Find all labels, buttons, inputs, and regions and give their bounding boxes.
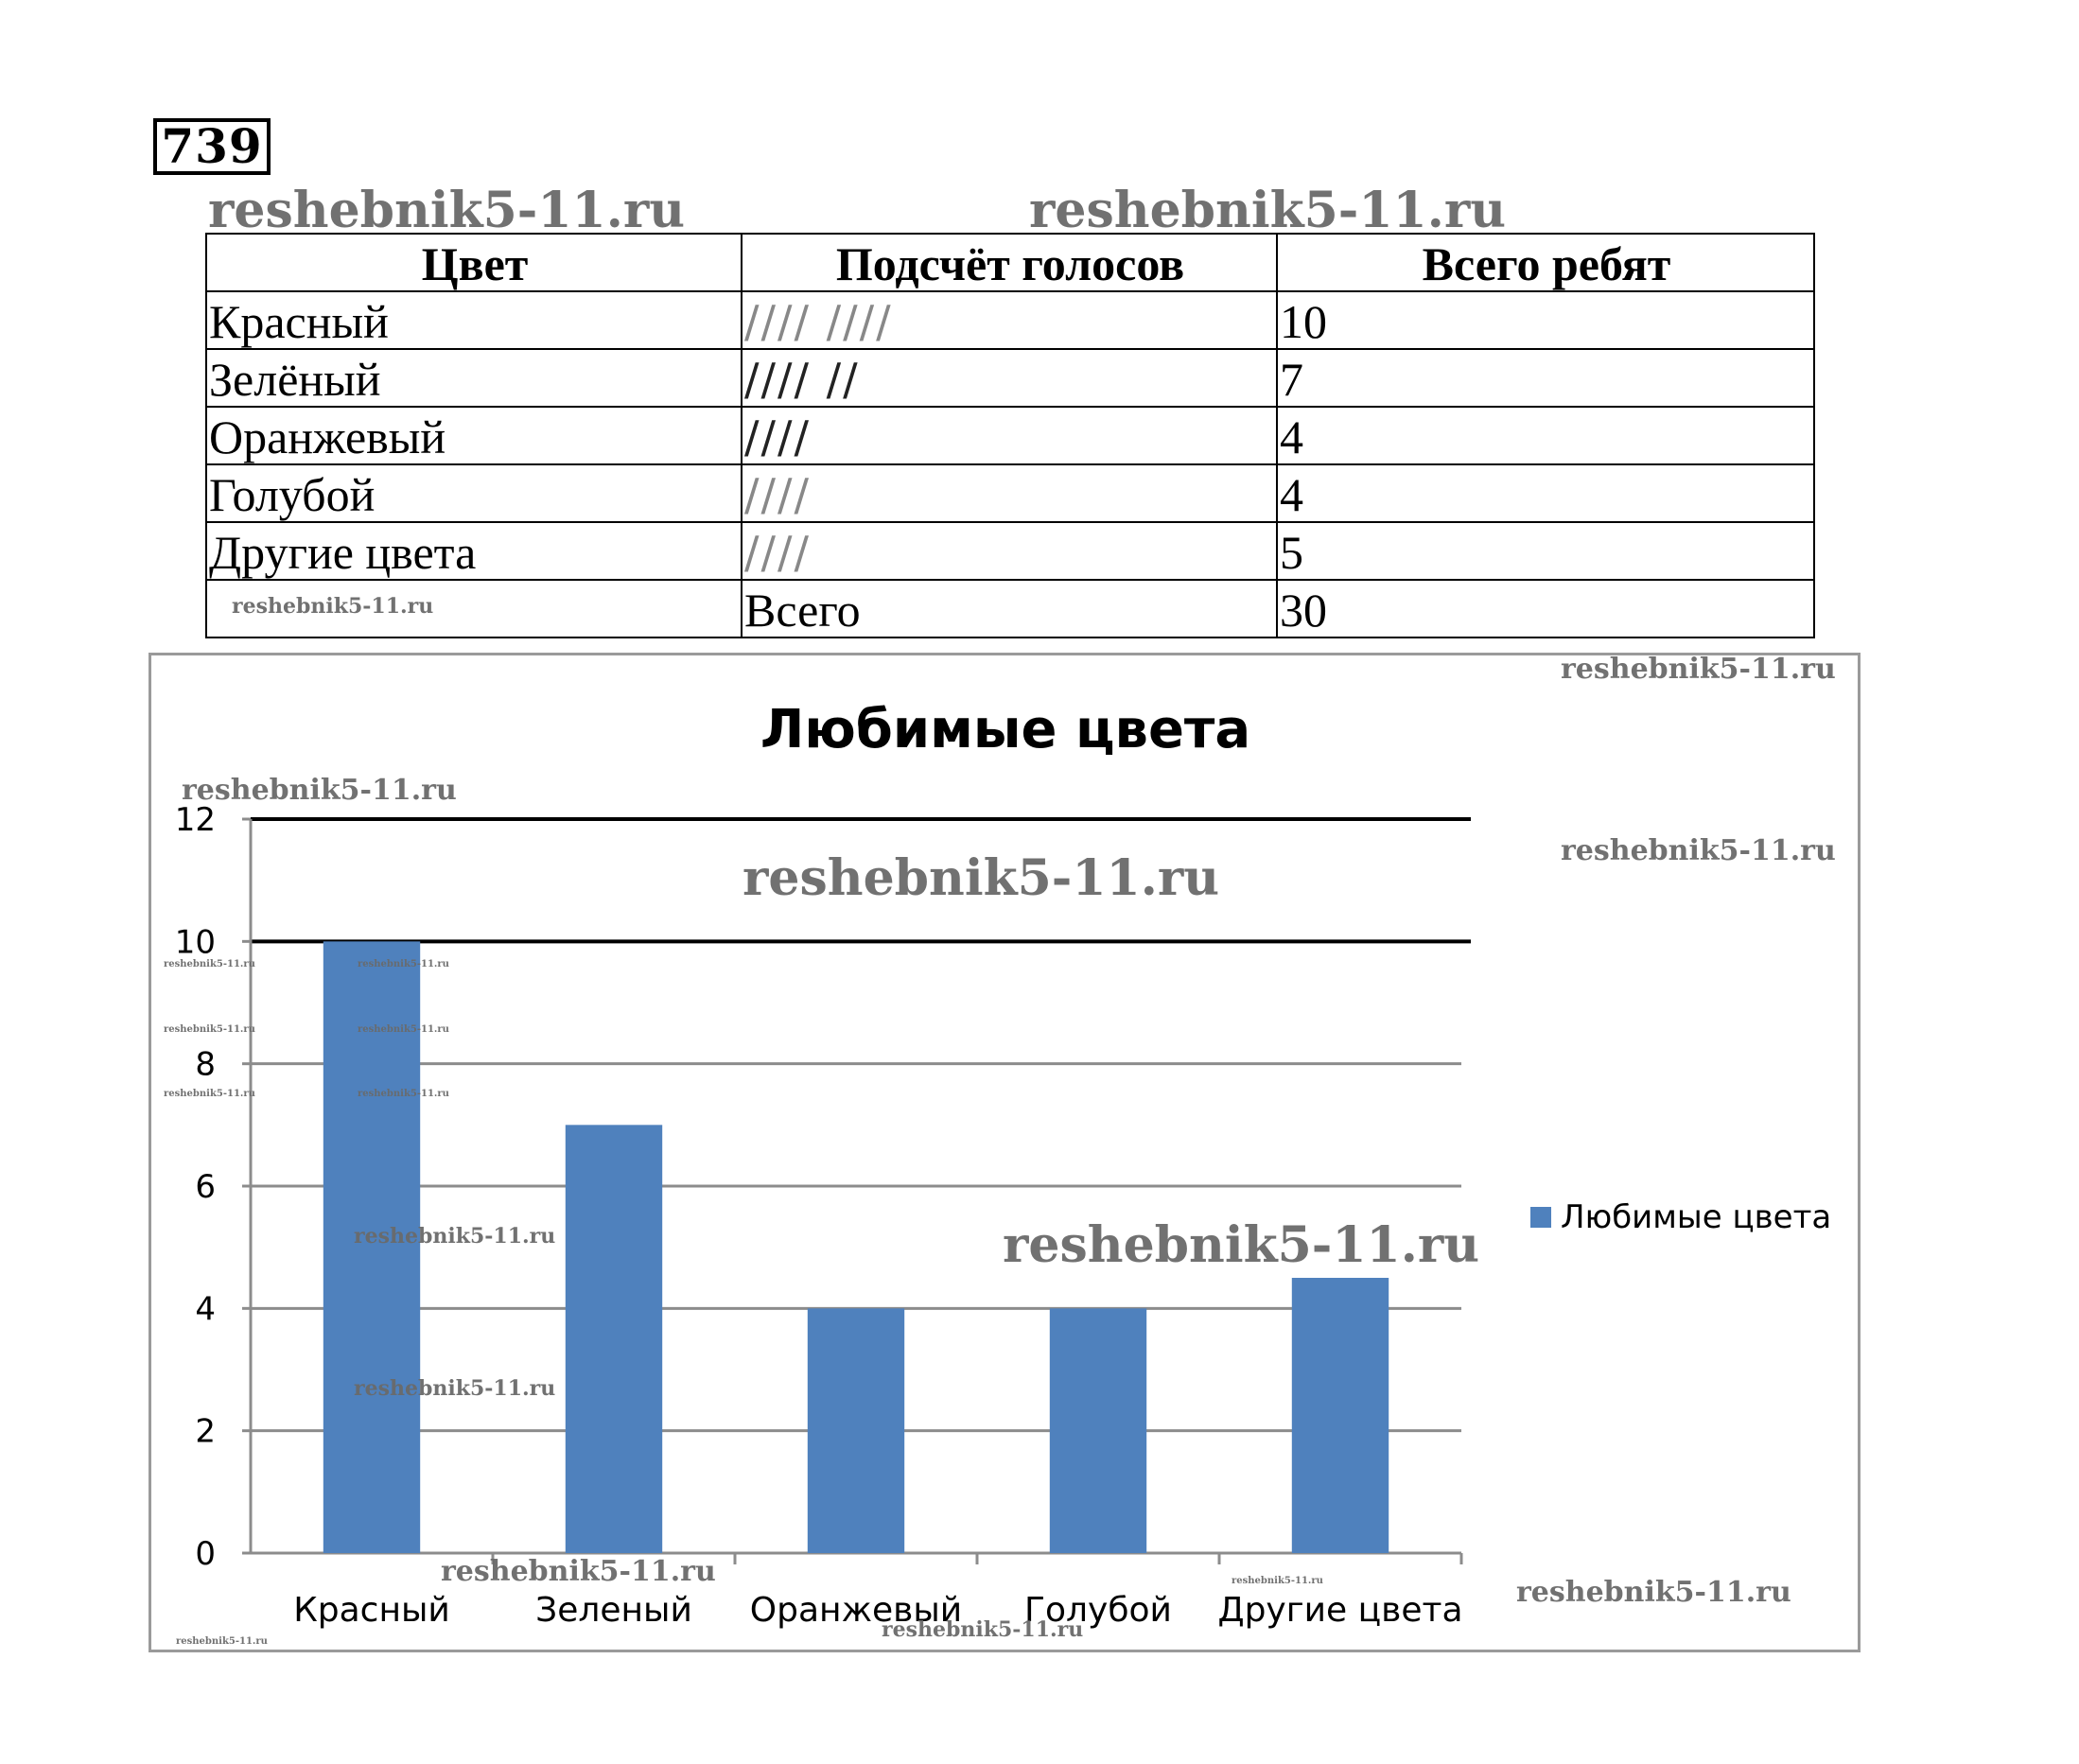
x-tick-label: Голубой — [1024, 1591, 1172, 1630]
tally-marks: //// — [744, 469, 811, 520]
watermark: reshebnik5-11.ru — [1029, 182, 1507, 239]
watermark: reshebnik5-11.ru — [164, 1024, 255, 1035]
x-tick-label: Другие цвета — [1217, 1591, 1463, 1630]
tally-marks: //// // — [744, 354, 860, 405]
row-total: 5 — [1277, 522, 1814, 580]
watermark: reshebnik5-11.ru — [354, 1376, 556, 1401]
watermark: reshebnik5-11.ru — [208, 182, 686, 239]
y-tick-label: 0 — [195, 1535, 216, 1573]
row-color: Красный — [206, 291, 742, 349]
watermark: reshebnik5-11.ru — [1516, 1576, 1791, 1609]
row-total: 10 — [1277, 291, 1814, 349]
watermark: reshebnik5-11.ru — [358, 1024, 449, 1035]
watermark: reshebnik5-11.ru — [232, 594, 434, 619]
watermark: reshebnik5-11.ru — [164, 1089, 255, 1099]
x-tick-label: Зеленый — [535, 1591, 692, 1630]
watermark: reshebnik5-11.ru — [358, 959, 449, 969]
row-total: 4 — [1277, 407, 1814, 464]
watermark: reshebnik5-11.ru — [882, 1617, 1084, 1642]
legend-label: Любимые цвета — [1561, 1198, 1832, 1236]
watermark: reshebnik5-11.ru — [1561, 653, 1836, 686]
watermark: reshebnik5-11.ru — [182, 774, 457, 807]
y-tick-label: 8 — [195, 1045, 216, 1084]
watermark: reshebnik5-11.ru — [358, 1089, 449, 1099]
watermark: reshebnik5-11.ru — [1561, 834, 1836, 867]
row-total: 4 — [1277, 464, 1814, 522]
tally-marks: //// — [744, 527, 811, 578]
chart-title: Любимые цвета — [760, 699, 1251, 760]
y-tick-label: 10 — [174, 923, 216, 962]
legend-swatch — [1530, 1207, 1551, 1228]
y-tick-label: 6 — [195, 1168, 216, 1206]
problem-number: 739 — [153, 118, 271, 175]
bar — [808, 1308, 904, 1553]
y-tick-label: 12 — [174, 801, 216, 839]
total-value: 30 — [1277, 580, 1814, 637]
row-total: 7 — [1277, 349, 1814, 407]
bar — [566, 1125, 662, 1553]
bar — [1292, 1278, 1389, 1553]
row-color: Другие цвета — [206, 522, 742, 580]
bar — [1050, 1308, 1146, 1553]
y-tick-label: 2 — [195, 1412, 216, 1451]
watermark: reshebnik5-11.ru — [1232, 1576, 1323, 1586]
header-total: Всего ребят — [1277, 234, 1814, 291]
watermark: reshebnik5-11.ru — [1003, 1216, 1480, 1274]
y-tick-label: 4 — [195, 1290, 216, 1329]
row-color: Оранжевый — [206, 407, 742, 464]
x-tick-label: Красный — [293, 1591, 450, 1630]
x-tick-label: Оранжевый — [749, 1591, 963, 1630]
tally-marks: //// — [744, 411, 811, 463]
total-label: Всего — [742, 580, 1277, 637]
row-color: Зелёный — [206, 349, 742, 407]
header-color: Цвет — [206, 234, 742, 291]
tally-marks: //// //// — [744, 296, 893, 347]
watermark: reshebnik5-11.ru — [441, 1555, 716, 1588]
watermark: reshebnik5-11.ru — [354, 1224, 556, 1249]
watermark: reshebnik5-11.ru — [742, 849, 1220, 907]
watermark: reshebnik5-11.ru — [176, 1636, 268, 1647]
row-color: Голубой — [206, 464, 742, 522]
watermark: reshebnik5-11.ru — [164, 959, 255, 969]
header-tally: Подсчёт голосов — [742, 234, 1277, 291]
